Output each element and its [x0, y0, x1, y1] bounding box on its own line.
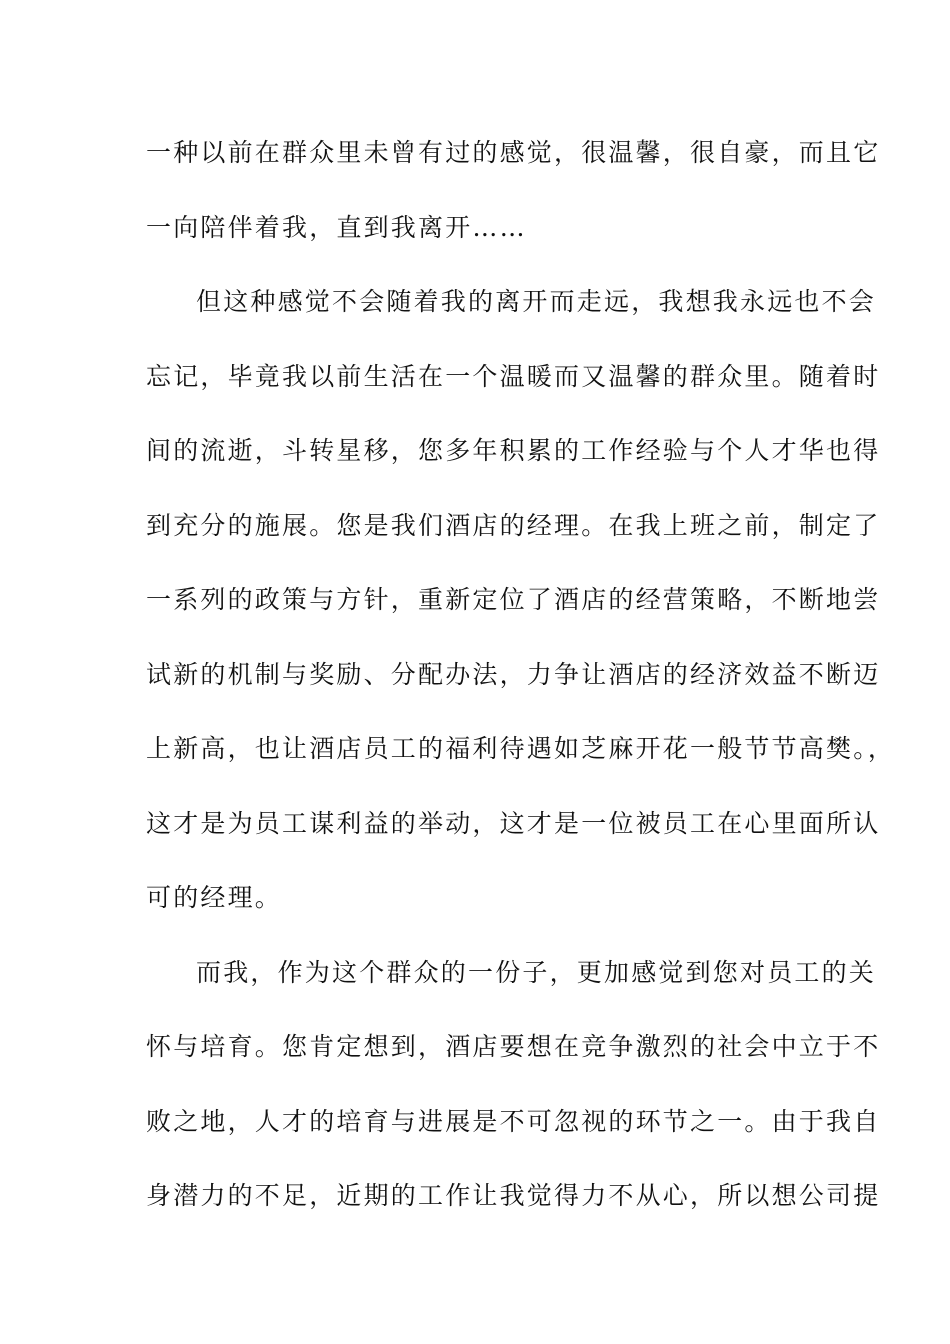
text-line: 怀与培育。您肯定想到，酒店要想在竞争激烈的社会中立于不 — [146, 1032, 881, 1061]
text-line: 试新的机制与奖励、分配办法，力争让酒店的经济效益不断迈 — [146, 659, 881, 689]
text-line: 一向陪伴着我，直到我离开…… — [146, 212, 527, 242]
text-line: 一种以前在群众里未曾有过的感觉，很温馨，很自豪，而且它 — [146, 138, 881, 167]
text-line: 这才是为员工谋利益的举动，这才是一位被员工在心里面所认 — [146, 808, 881, 838]
text-line: 忘记，毕竟我以前生活在一个温暖而又温馨的群众里。随着时 — [146, 361, 881, 391]
paragraph-start-line: 但这种感觉不会随着我的离开而走远，我想我永远也不会 — [196, 287, 877, 316]
text-line: 到充分的施展。您是我们酒店的经理。在我上班之前，制定了 — [146, 510, 881, 540]
paragraph-start-line: 而我，作为这个群众的一份子，更加感觉到您对员工的关 — [196, 957, 877, 987]
text-line: 上新高，也让酒店员工的福利待遇如芝麻开花一般节节高樊。， — [146, 734, 896, 763]
text-line: 败之地，人才的培育与进展是不可忽视的环节之一。由于我自 — [146, 1106, 881, 1136]
text-line: 可的经理。 — [146, 883, 283, 912]
text-line: 身潜力的不足，近期的工作让我觉得力不从心，所以想公司提 — [146, 1181, 881, 1210]
text-line: 一系列的政策与方针，重新定位了酒店的经营策略，不断地尝 — [146, 585, 881, 614]
document-body — [146, 128, 896, 1246]
text-line: 间的流逝，斗转星移，您多年积累的工作经验与个人才华也得 — [146, 436, 881, 465]
